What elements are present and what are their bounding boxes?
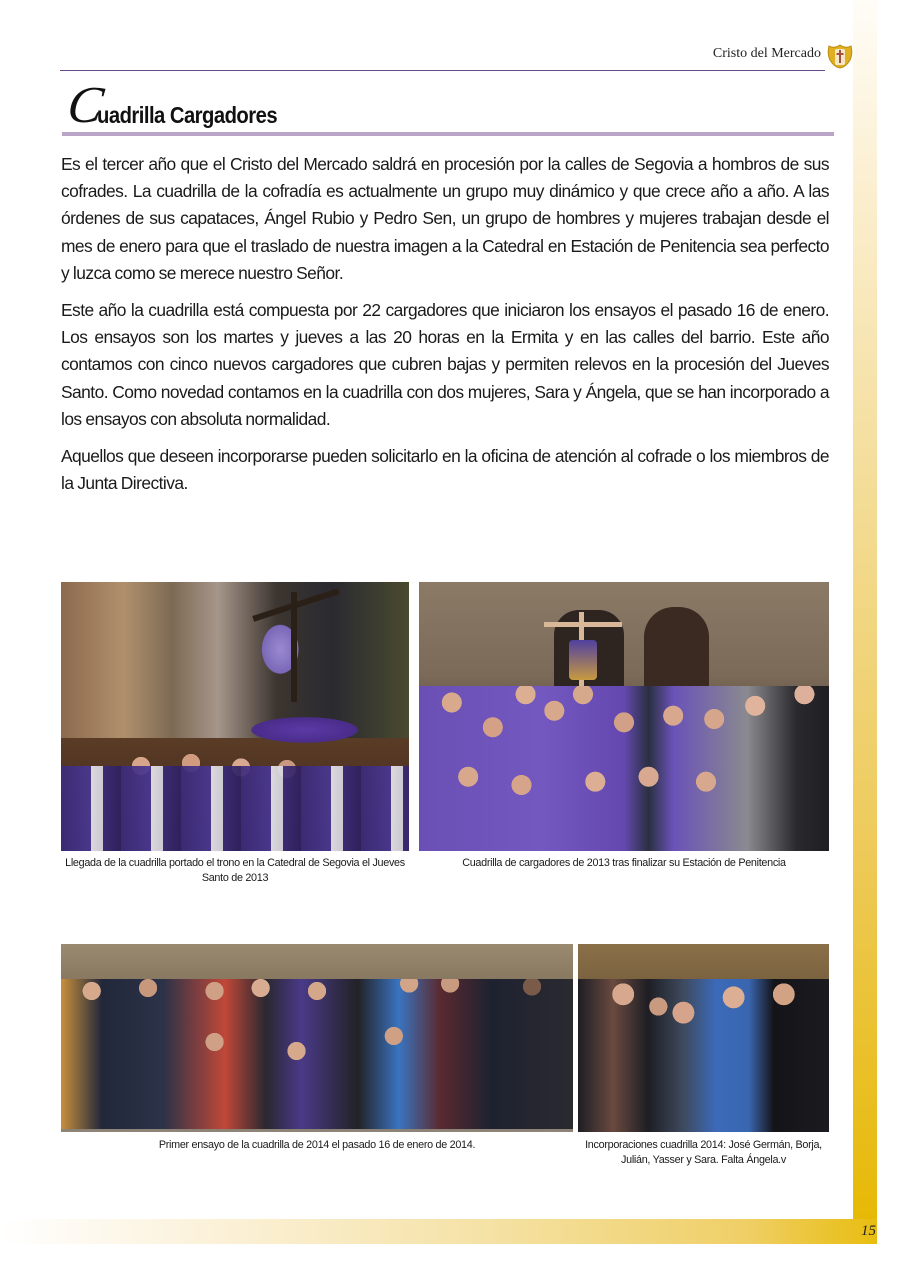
photo-caption-2: Cuadrilla de cargadores de 2013 tras finalizar su Estación de Penitencia [462,857,786,869]
title-initial-letter: C [64,77,107,134]
photo-new-members-2014 [578,944,829,1132]
photo-caption-1: Llegada de la cuadrilla portado el trono en la Catedral de Segovia el Jueves Santo de 2013 [65,857,405,884]
paragraph-1: Es el tercer año que el Cristo del Mercado saldrá en procesión por la calles de Segovia a hombros de sus cofrades. La cuadrilla de la cofradía es actualmente un grupo muy dinámico y que crece año a año. A las órdenes de sus capataces, Ángel Rubio y Pedro Sen, un grupo de hombres y mujeres trabajan desde el mes de enero para que el traslado de nuestra imagen a la Catedral en Estación de Penitencia sea perfecto y luzca como se merece nuestro Señor. [61,154,829,283]
paragraph-3: Aquellos que deseen incorporarse pueden solicitarlo en la oficina de atención al cofrade o los miembros de la Junta Directiva. [61,446,829,494]
photo-procession-cathedral [61,582,409,851]
christ-figure [569,640,597,680]
running-header [60,46,825,71]
brotherhood-emblem-icon [826,42,854,70]
crucifix-post [291,592,297,702]
purple-robes [61,766,409,851]
gold-horizontal-border [0,1219,877,1244]
running-title: Cristo del Mercado [712,46,821,61]
crucifix-shape [544,622,622,627]
article-title [62,77,834,136]
photo-caption-4: Incorporaciones cuadrilla 2014: José Germán, Borja, Julián, Yasser y Sara. Falta Ángela.v [585,1139,822,1166]
gold-vertical-border [853,0,877,1244]
photo-first-rehearsal-2014 [61,944,573,1132]
photo-group-2013 [419,582,829,851]
title-text: uadrilla Cargadores [97,102,278,128]
paragraph-2: Este año la cuadrilla está compuesta por 22 cargadores que iniciaron los ensayos el pasado 16 de enero. Los ensayos son los martes y jueves a las 20 horas en la Ermita y en las calles del barrio. Este año contamos con cinco nuevos cargadores que cubren bajas y permiten relevos en la procesión del Jueves Santo. Como novedad contamos en la cuadrilla con dos mujeres, Sara y Ángela, que se han incorporado a los ensayos con absoluta normalidad. [61,300,829,429]
article-body [61,151,829,507]
page-number: 15 [861,1223,876,1239]
group-of-people [61,979,573,1129]
photo-caption-3: Primer ensayo de la cuadrilla de 2014 el pasado 16 de enero de 2014. [158,1139,476,1151]
group-of-people [578,979,829,1132]
group-of-bearers [419,686,829,851]
